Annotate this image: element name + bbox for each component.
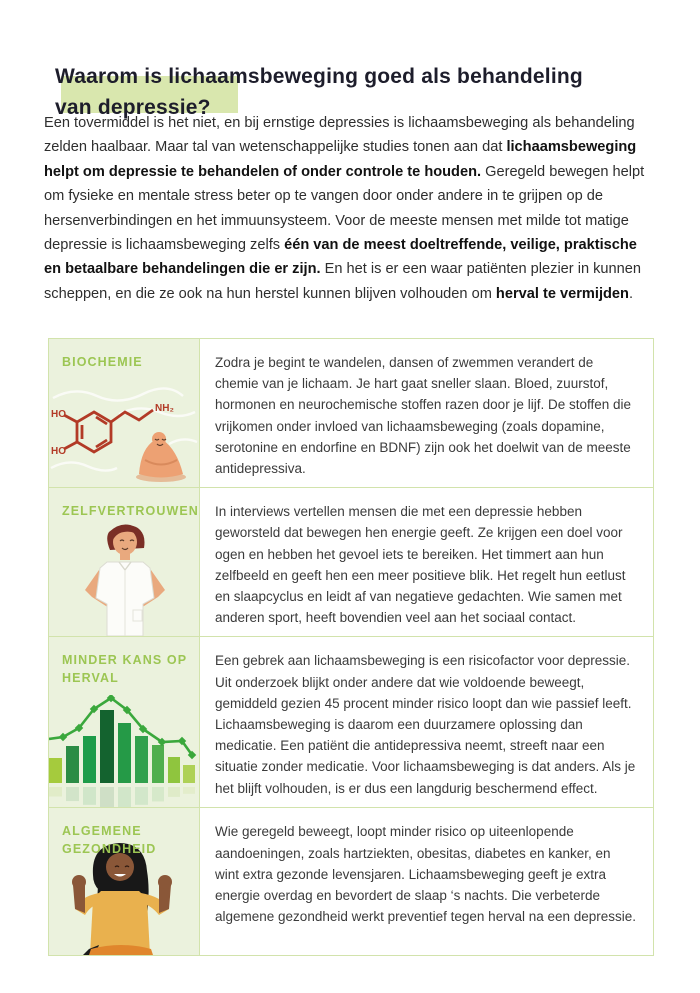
molecule-label-ho-bottom: HO (51, 446, 66, 458)
bar-chart-icon (49, 695, 199, 807)
molecule-label-ho-top: HO (51, 409, 66, 421)
table-row-minder-kans-op-herval (49, 636, 653, 807)
row-label-cell (49, 637, 200, 807)
row-label: MINDER KANS OP HERVAL (62, 653, 187, 686)
table-row-algemene-gezondheid (49, 807, 653, 955)
confident-man-icon (49, 518, 199, 636)
row-label: ALGEMENE GEZONDHEID (62, 824, 157, 857)
bar-chart-bars (49, 710, 195, 807)
row-text-cell (200, 488, 653, 636)
row-text-cell (200, 339, 653, 487)
row-text-cell (200, 808, 653, 955)
row-text: Een gebrek aan lichaamsbeweging is een risicofactor voor depressie. Uit onderzoek blijkt onder andere dat wie voldoende beweegt, gemiddeld gezien 45 procent minder risico loopt dan wie passief leeft. Lichaamsbeweging is daarom een duurzamere oplossing dan medicatie. Een patiënt die antidepressiva neemt, streeft naar een situatie zonder medicatie. Voor lichaamsbeweging is dat anders. Als je het blijft volhouden, is er dus een langdurig beschermend effect. (215, 653, 636, 796)
row-label: ZELFVERTROUWEN (62, 504, 199, 519)
intro-paragraph: Een tovermiddel is het niet, en bij ernstige depressies is lichaamsbeweging als behandeling zelden haalbaar. Maar tal van wetenschappelijke studies tonen aan dat lichaamsbeweging helpt om depressie te behandelen of onder controle te houden. Geregeld bewegen helpt om fysieke en mentale stress beter op te vangen door onder andere in te grijpen op de hersenverbindingen en het immuunsysteem. Voor de meeste mensen met milde tot matige depressie is lichaamsbeweging zelfs één van de meest doeltreffende, veilige, praktische en betaalbare behandelingen die er zijn. En het is er een waar patiënten plezier in kunnen scheppen, en die ze ook na hun herstel kunnen blijven volhouden om herval te vermijden. (44, 115, 645, 302)
molecule-label-nh2: NH₂ (155, 403, 174, 415)
row-text: Zodra je begint te wandelen, dansen of zwemmen verandert de chemie van je lichaam. Je hart gaat sneller slaan. Bloed, zuurstof, hormonen en neurochemische stoffen razen door je lijf. De stoffen die vrijkomen onder invloed van lichaamsbeweging (zoals dopamine, serotonine en endorfine en BDNF) zijn ook het doelwit van de meeste antidepressiva. (215, 355, 632, 477)
benefits-table (48, 338, 654, 956)
page-title-line1: Waarom is lichaamsbeweging goed als behandeling (55, 65, 583, 89)
row-text: Wie geregeld beweegt, loopt minder risico op uiteenlopende aandoeningen, zoals hartziekten, obesitas, diabetes en kanker, en wint extra gezonde levensjaren. Lichaamsbeweging geeft je extra energie overdag en bevordert de slaap ‘s nachts. Die verbeterde algemene gezondheid werkt preventief tegen herval na een depressie. (215, 824, 637, 925)
row-label-cell (49, 488, 200, 636)
row-text-cell (200, 637, 653, 807)
dopamine-molecule-icon (49, 384, 199, 487)
row-text: In interviews vertellen mensen die met een depressie hebben geworsteld dat bewegen hen energie geeft. Ze krijgen een doel voor ogen en hebben het gevoel iets te bereiken. Het timmert aan hun zelfbeeld en geeft hen een meer positieve blik. Het regelt hun eetlust en slaapcyclus en leidt af van negatieve gedachten. Wie samen met anderen sport, heeft bovendien veel aan het sociaal contact. (215, 504, 626, 626)
row-label-cell (49, 339, 200, 487)
page-title-line2: van depressie? (55, 96, 211, 120)
molecule-bonds (64, 410, 153, 452)
row-label-cell (49, 808, 200, 955)
table-row-biochemie (49, 339, 653, 487)
page-title (55, 61, 583, 123)
table-row-zelfvertrouwen (49, 487, 653, 636)
row-label: BIOCHEMIE (62, 355, 143, 369)
